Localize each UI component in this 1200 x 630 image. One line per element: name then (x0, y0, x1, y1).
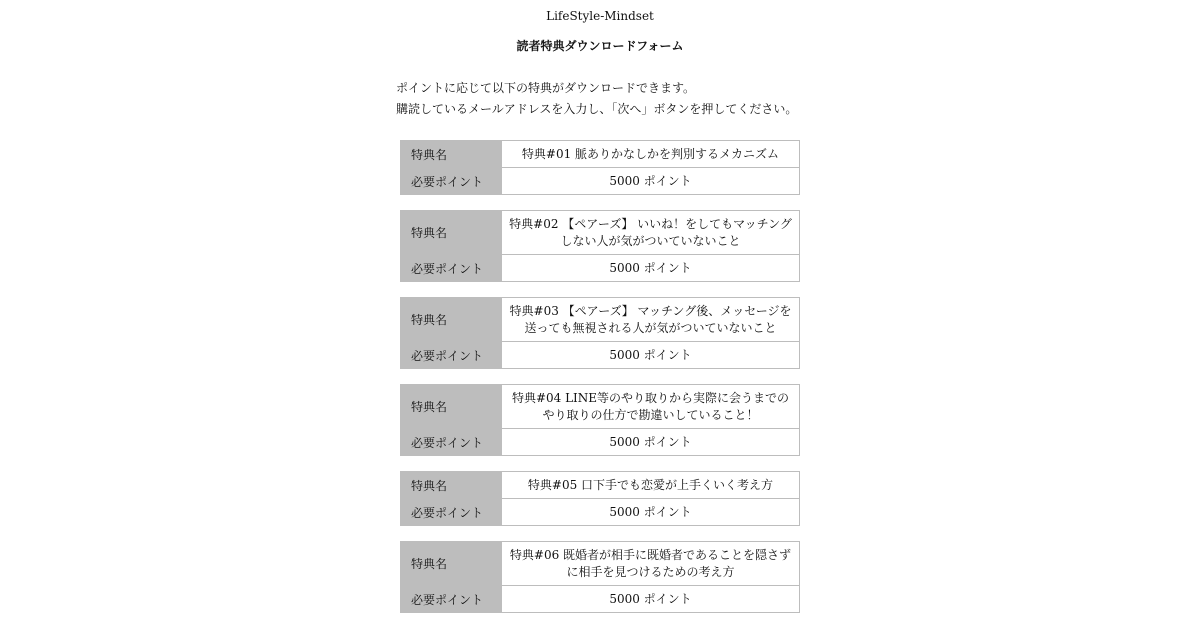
benefit-table-05 (400, 471, 800, 526)
benefit-name-label: 特典名 (401, 542, 502, 586)
benefit-name-row (401, 472, 800, 499)
benefit-points-row (401, 342, 800, 369)
benefit-name-row (401, 211, 800, 255)
benefit-points-value: 5000 ポイント (502, 168, 800, 195)
benefit-points-value: 5000 ポイント (502, 499, 800, 526)
intro-line-1: ポイントに応じて以下の特典がダウンロードできます。 (396, 81, 696, 95)
benefit-points-row (401, 255, 800, 282)
benefit-table-06 (400, 541, 800, 613)
benefit-table-02 (400, 210, 800, 282)
benefit-name-value: 特典#02 【ペアーズ】 いいね！をしてもマッチングしない人が気がついていないこと (502, 211, 800, 255)
benefit-name-value: 特典#01 脈ありかなしかを判別するメカニズム (502, 141, 800, 168)
benefit-points-label: 必要ポイント (401, 342, 502, 369)
benefit-name-row (401, 542, 800, 586)
intro-text (396, 78, 816, 120)
benefit-name-label: 特典名 (401, 141, 502, 168)
benefit-points-label: 必要ポイント (401, 586, 502, 613)
intro-line-2: 購読しているメールアドレスを入力し、「次へ」ボタンを押してください。 (396, 102, 798, 116)
benefit-name-value: 特典#06 既婚者が相手に既婚者であることを隠さずに相手を見つけるための考え方 (502, 542, 800, 586)
benefit-name-value: 特典#03 【ペアーズ】 マッチング後、メッセージを送っても無視される人が気がついていないこと (502, 298, 800, 342)
benefit-table-01 (400, 140, 800, 195)
benefit-points-label: 必要ポイント (401, 255, 502, 282)
benefit-name-label: 特典名 (401, 385, 502, 429)
benefit-list (400, 140, 800, 628)
benefit-name-label: 特典名 (401, 472, 502, 499)
benefit-points-value: 5000 ポイント (502, 255, 800, 282)
benefit-name-value: 特典#05 口下手でも恋愛が上手くいく考え方 (502, 472, 800, 499)
benefit-name-row (401, 385, 800, 429)
benefit-points-row (401, 499, 800, 526)
benefit-points-label: 必要ポイント (401, 168, 502, 195)
benefit-points-value: 5000 ポイント (502, 342, 800, 369)
benefit-name-row (401, 141, 800, 168)
benefit-name-label: 特典名 (401, 298, 502, 342)
benefit-points-value: 5000 ポイント (502, 586, 800, 613)
benefit-points-value: 5000 ポイント (502, 429, 800, 456)
benefit-table-04 (400, 384, 800, 456)
benefit-points-label: 必要ポイント (401, 499, 502, 526)
benefit-points-row (401, 586, 800, 613)
benefit-points-label: 必要ポイント (401, 429, 502, 456)
benefit-name-row (401, 298, 800, 342)
benefit-table-03 (400, 297, 800, 369)
benefit-points-row (401, 429, 800, 456)
form-title: 読者特典ダウンロードフォーム (516, 39, 684, 53)
benefit-points-row (401, 168, 800, 195)
benefit-name-label: 特典名 (401, 211, 502, 255)
site-title: LifeStyle-Mindset (546, 9, 654, 23)
benefit-name-value: 特典#04 LINE等のやり取りから実際に会うまでのやり取りの仕方で勘違いしていること！ (502, 385, 800, 429)
